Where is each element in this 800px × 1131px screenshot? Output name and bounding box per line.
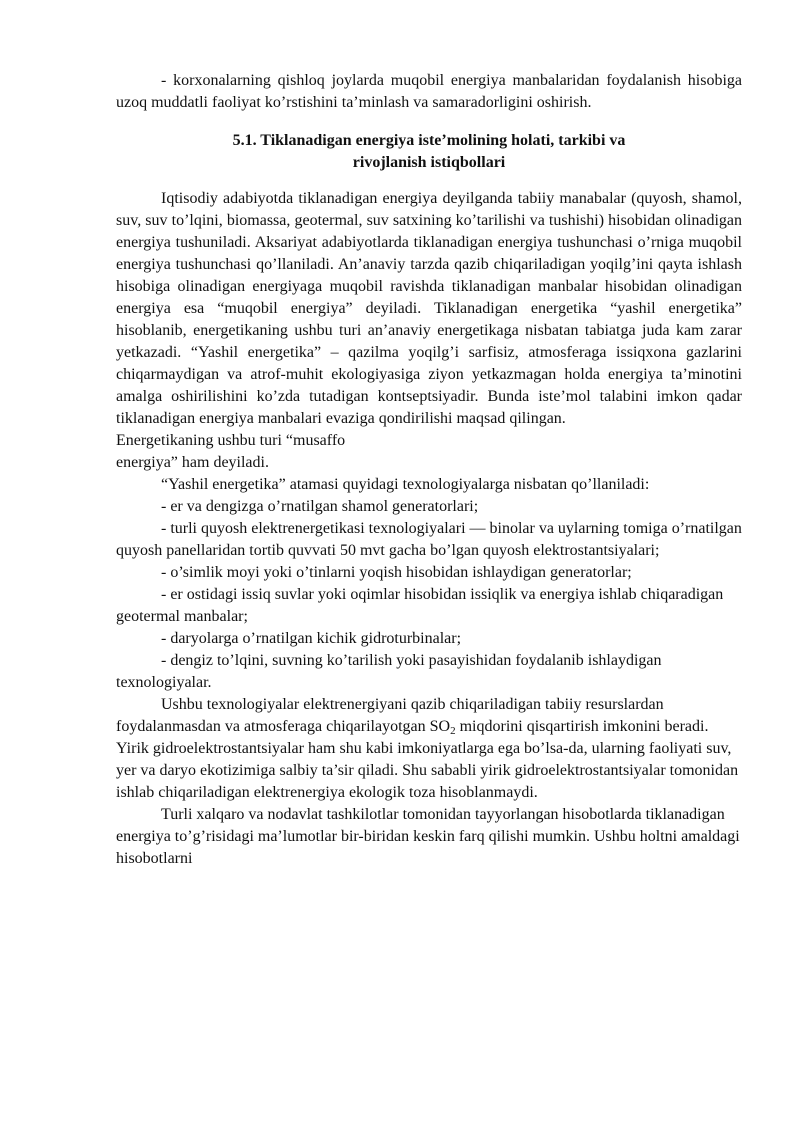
paragraph-technologies-text-a: Ushbu texnologiyalar elektrenergiyani qazib chiqariladigan tabiiy resurslardan foydalanmasdan va atmosferaga chiqarilayotgan SO — [116, 696, 664, 735]
intro-bullet: - korxonalarning qishloq joylarda muqobil energiya manbalaridan foydalanish hisobiga uzoq muddatli faoliyat ko’rstishini ta’minlash va samaradorligini oshirish. — [116, 72, 742, 111]
page-content — [116, 70, 742, 870]
list-item-wind: - er va dengizga o’rnatilgan shamol generatorlari; — [161, 498, 479, 515]
paragraph-technologies-benefit — [116, 694, 742, 804]
list-item-biofuel: - o’simlik moyi yoki o’tinlarni yoqish hisobidan ishlaydigan generatorlar; — [161, 564, 632, 581]
so2-subscript: 2 — [450, 725, 456, 737]
list-item-solar: - turli quyosh elektrenergetikasi texnologiyalari — binolar va uylarning tomiga o’rnatilgan quyosh panellaridan tortib quvvati 50 mvt gacha bo’lgan quyosh elektrostantsiyalari; — [116, 520, 742, 559]
section-title-line1: 5.1. Tiklanadigan energiya iste’molining holati, tarkibi va — [232, 132, 626, 149]
paragraph-green-energy-intro: “Yashil energetika” atamasi quyidagi texnologiyalarga nisbatan qo’llaniladi: — [161, 476, 650, 493]
list-item-tidal: - dengiz to’lqini, suvning ko’tarilish yoki pasayishidan foydalanib ishlaydigan texnologiyalar. — [116, 652, 662, 691]
paragraph-technologies-text-b: miqdorini qisqartirish imkonini beradi. Yirik gidroelektrostantsiyalar ham shu kabi imkoniyatlarga ega bo’lsa-da, ularning faoliyati suv, yer va daryo ekotizimiga salbiy ta’sir qiladi. Shu sababli yirik gidroelektrostantsiyalar tomonidan ishlab chiqariladigan elektrenergiya ekologik toza hisoblanmaydi. — [116, 718, 739, 801]
paragraph-definition-tail-2: energiya” ham deyiladi. — [116, 454, 269, 471]
paragraph-reports: Turli xalqaro va nodavlat tashkilotlar tomonidan tayyorlangan hisobotlarda tiklanadigan energiya to’g’risidagi ma’lumotlar bir-biridan keskin farq qilishi mumkin. Ushbu holtni amaldagi hisobotlarni — [116, 806, 740, 867]
paragraph-definition-tail-1: Energetikaning ushbu turi “musaffo — [116, 432, 346, 449]
list-item-geothermal: - er ostidagi issiq suvlar yoki oqimlar hisobidan issiqlik va energiya ishlab chiqaradigan geotermal manbalar; — [116, 586, 724, 625]
paragraph-definition: Iqtisodiy adabiyotda tiklanadigan energiya deyilganda tabiiy manabalar (quyosh, shamol, suv, suv to’lqini, biomassa, geotermal, suv satxining ko’tarilishi va tushishi) hisobidan olinadigan energiya tushuniladi. Aksariyat adabiyotlarda tiklanadigan energiya tushunchasi o’rniga muqobil energiya tushunchasi qo’llaniladi. An’anaviy tarzda qazib chiqariladigan yoqilg’ini qayta ishlash hisobiga olinadigan energiyaga muqobil ravishda tiklanadigan manbalar hisobidan olinadigan energiya esa “muqobil energiya” deyiladi. Tiklanadigan energetika “yashil energetika” hisoblanib, energetikaning ushbu turi an’anaviy energetikaga nisbatan tabiatga juda kam zarar yetkazadi. “Yashil energetika” – qazilma yoqilg’i sarfisiz, atmosferaga issiqxona gazlarini chiqarmaydigan va atrof-muhit ekologiyasiga ziyon yetkazmagan holda energiya ta’minotini amalga oshirilishini ko’zda tutadigan kontseptsiyadir. Bunda iste’mol talabini imkon qadar tiklanadigan energiya manbalari evaziga qondirilishi maqsad qilingan. — [116, 190, 742, 427]
section-title-line2: rivojlanish istiqbollari — [352, 154, 506, 171]
list-item-hydro: - daryolarga o’rnatilgan kichik gidroturbinalar; — [161, 630, 462, 647]
section-heading — [116, 130, 742, 174]
